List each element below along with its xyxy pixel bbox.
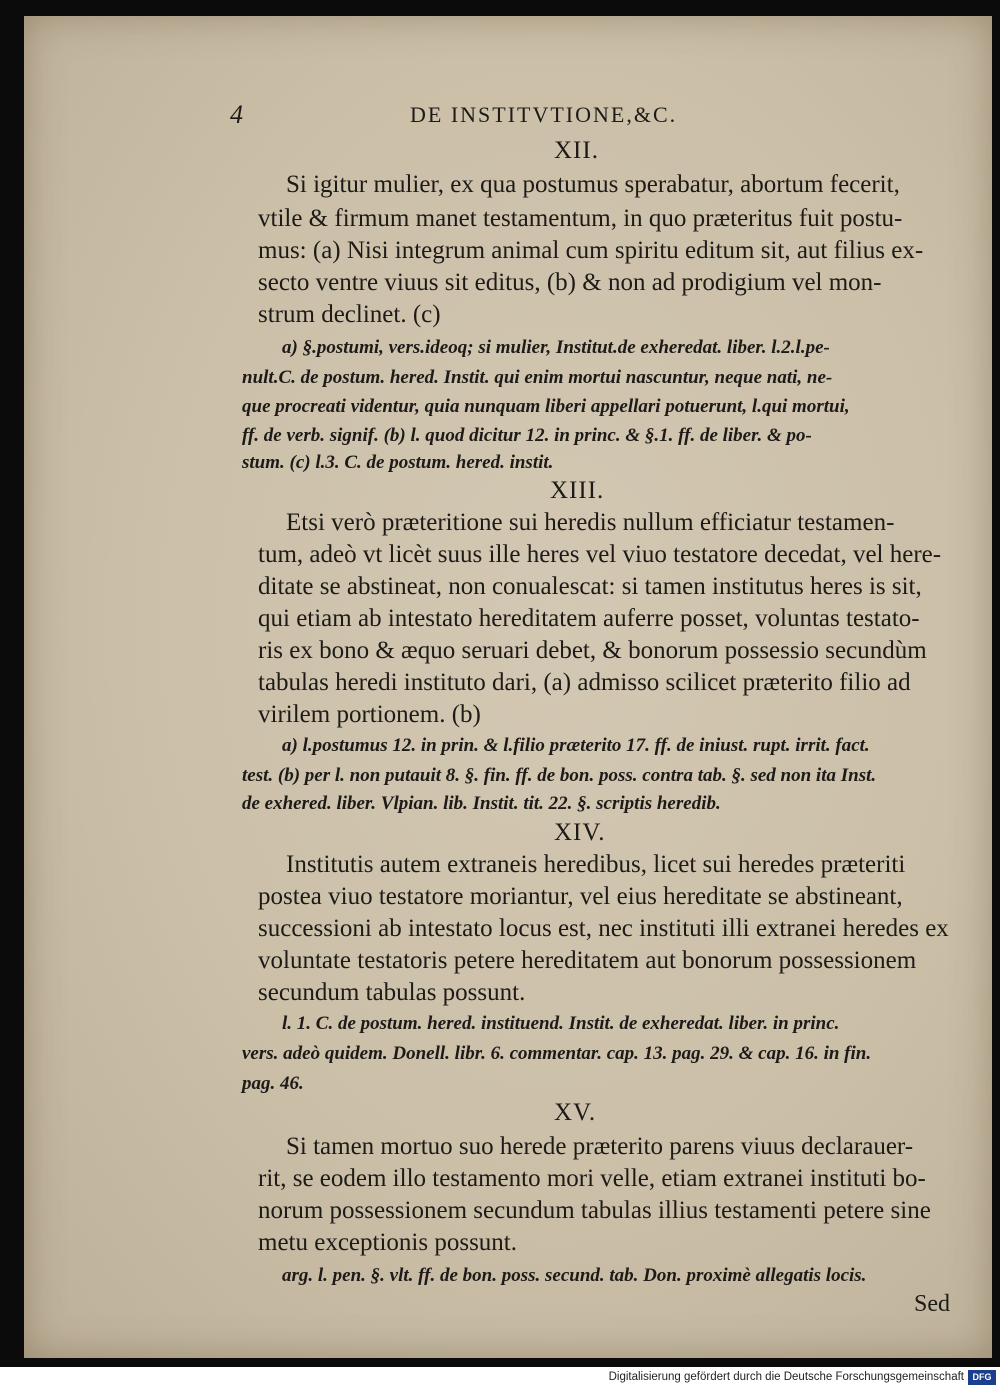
body-line: ris ex bono & æquo seruari debet, & bonorum possessio secundùm <box>258 637 927 664</box>
body-line: postea viuo testatore moriantur, vel eius hereditate se abstineant, <box>258 883 903 910</box>
section-numeral: XV. <box>554 1099 597 1126</box>
book-page <box>24 16 992 1358</box>
body-line: secundum tabulas possunt. <box>258 979 526 1006</box>
body-line: norum possessionem secundum tabulas illius testamenti petere sine <box>258 1197 931 1224</box>
section-numeral: XII. <box>554 137 599 164</box>
running-head: DE INSTITVTIONE,&C. <box>410 102 678 127</box>
footnote-line: de exhered. liber. Vlpian. lib. Instit. tit. 22. §. scriptis heredib. <box>242 793 721 814</box>
body-line: voluntate testatoris petere hereditatem aut bonorum possessionem <box>258 947 917 974</box>
footnote-line: nult.C. de postum. hered. Instit. qui enim mortui nascuntur, neque nati, ne- <box>242 367 833 388</box>
section-numeral: XIV. <box>554 819 606 846</box>
body-line: Institutis autem extraneis heredibus, licet sui heredes præteriti <box>286 851 906 878</box>
page-number: 4 <box>230 100 243 129</box>
footnote-line: pag. 46. <box>242 1073 304 1094</box>
digitization-footer <box>0 1367 1000 1389</box>
body-line: secto ventre viuus sit editus, (b) & non ad prodigium vel mon- <box>258 269 882 296</box>
footnote-line: test. (b) per l. non putauit 8. §. fin. ff. de bon. poss. contra tab. §. sed non ita Inst. <box>242 765 877 786</box>
body-line: mus: (a) Nisi integrum animal cum spiritu editum sit, aut filius ex- <box>258 237 924 264</box>
catchword: Sed <box>914 1291 950 1317</box>
body-line: qui etiam ab intestato hereditatem auferre posset, voluntas testato- <box>258 605 920 632</box>
body-line: Si igitur mulier, ex qua postumus sperabatur, abortum fecerit, <box>286 171 900 198</box>
footnote-line: stum. (c) l.3. C. de postum. hered. instit. <box>242 452 554 473</box>
body-line: vtile & firmum manet testamentum, in quo præteritus fuit postu- <box>258 205 903 232</box>
body-line: rit, se eodem illo testamento mori velle, etiam extranei instituti bo- <box>258 1165 926 1192</box>
body-line: strum declinet. (c) <box>258 301 441 328</box>
footnote-line: arg. l. pen. §. vlt. ff. de bon. poss. secund. tab. Don. proximè allegatis locis. <box>282 1265 867 1286</box>
footnote-line: ff. de verb. signif. (b) l. quod dicitur 12. in princ. & §.1. ff. de liber. & po- <box>242 425 812 446</box>
dfg-logo-icon: DFG <box>968 1370 996 1385</box>
body-line: Etsi verò præteritione sui heredis nullum efficiatur testamen- <box>286 509 895 536</box>
footnote-line: que procreati videntur, quia nunquam liberi appellari potuerunt, l.qui mortui, <box>242 396 850 417</box>
footnote-line: vers. adeò quidem. Donell. libr. 6. commentar. cap. 13. pag. 29. & cap. 16. in fin. <box>242 1043 872 1064</box>
footnote-line: a) §.postumi, vers.ideoq; si mulier, Institut.de exheredat. liber. l.2.l.pe- <box>282 337 830 358</box>
body-line: Si tamen mortuo suo herede præterito parens viuus declarauer- <box>286 1133 914 1160</box>
body-line: metu exceptionis possunt. <box>258 1229 517 1256</box>
funding-credit: Digitalisierung gefördert durch die Deutsche Forschungsgemeinschaft <box>608 1371 964 1383</box>
body-line: virilem portionem. (b) <box>258 701 481 728</box>
body-line: tabulas heredi instituto dari, (a) admisso scilicet præterito filio ad <box>258 669 911 696</box>
footnote-line: a) l.postumus 12. in prin. & l.filio præterito 17. ff. de iniust. rupt. irrit. fact. <box>282 735 870 756</box>
body-line: successioni ab intestato locus est, nec instituti illi extranei heredes ex <box>258 915 949 942</box>
body-line: ditate se abstineat, non conualescat: si tamen institutus heres is sit, <box>258 573 922 600</box>
section-numeral: XIII. <box>550 477 605 504</box>
body-line: tum, adeò vt licèt suus ille heres vel viuo testatore decedat, vel here- <box>258 541 942 568</box>
footnote-line: l. 1. C. de postum. hered. instituend. Instit. de exheredat. liber. in princ. <box>282 1013 840 1034</box>
